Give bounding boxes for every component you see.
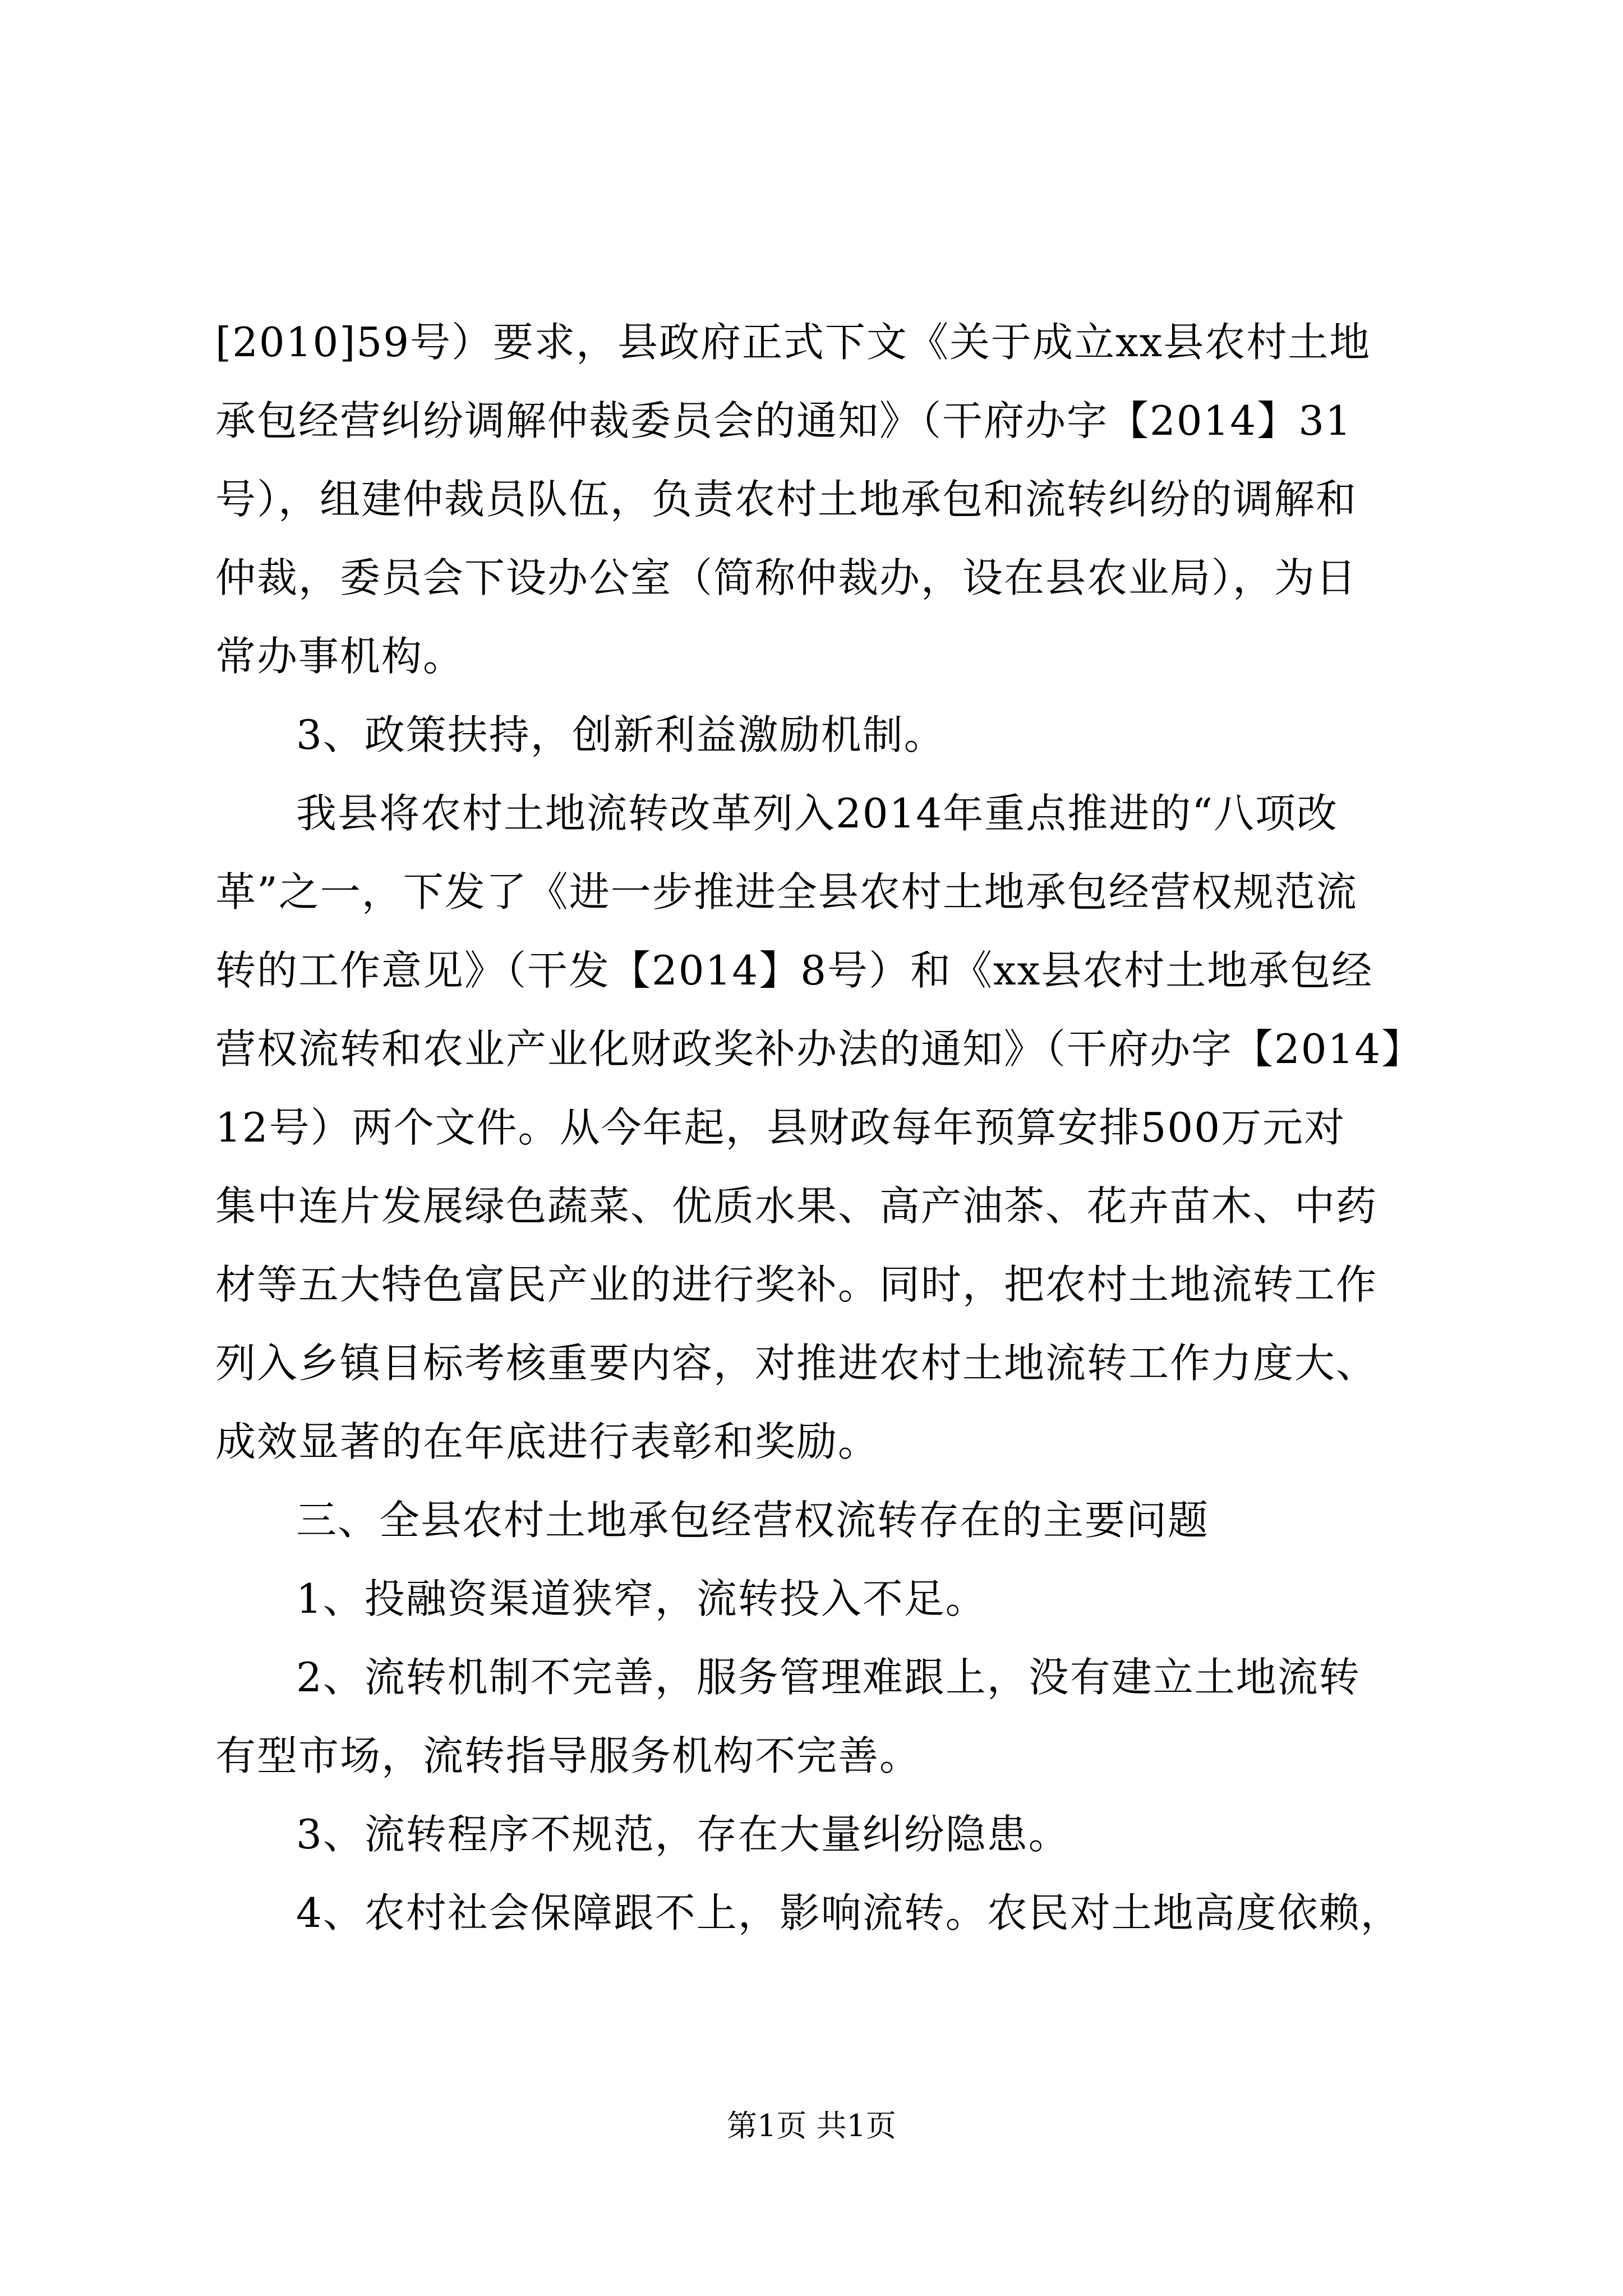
- section-heading: 3、政策扶持，创新利益激励机制。: [296, 711, 946, 758]
- text-line: 12号）两个文件。从今年起，县财政每年预算安排500万元对: [215, 1104, 1346, 1151]
- text-line: 营权流转和农业产业化财政奖补办法的通知》（干府办字【2014】: [215, 1025, 1423, 1073]
- text-line: 号），组建仲裁员队伍，负责农村土地承包和流转纠纷的调解和: [215, 476, 1358, 523]
- list-item: 2、流转机制不完善，服务管理难跟上，没有建立土地流转: [296, 1654, 1361, 1701]
- text-line: 承包经营纠纷调解仲裁委员会的通知》（干府办字【2014】31: [215, 397, 1352, 444]
- text-line: 常办事机构。: [215, 633, 465, 680]
- list-item: 3、流转程序不规范，存在大量纠纷隐患。: [296, 1811, 1070, 1858]
- text-line: [2010]59号）要求，县政府正式下文《关于成立xx县农村土地: [215, 319, 1371, 366]
- text-line: 集中连片发展绿色蔬菜、优质水果、高产油茶、花卉苗木、中药: [215, 1182, 1378, 1230]
- text-line: 材等五大特色富民产业的进行奖补。同时，把农村土地流转工作: [215, 1261, 1378, 1308]
- text-line: 列入乡镇目标考核重要内容，对推进农村土地流转工作力度大、: [215, 1340, 1378, 1387]
- page-footer: 第1页 共1页: [727, 2108, 896, 2143]
- section-heading: 三、全县农村土地承包经营权流转存在的主要问题: [296, 1497, 1210, 1544]
- text-line: 成效显著的在年底进行表彰和奖励。: [215, 1418, 880, 1465]
- text-line: 仲裁，委员会下设办公室（简称仲裁办，设在县农业局），为日: [215, 554, 1358, 601]
- paragraph-start: 我县将农村土地流转改革列入2014年重点推进的“八项改: [296, 790, 1339, 837]
- text-line: 革”之一，下发了《进一步推进全县农村土地承包经营权规范流: [215, 868, 1358, 915]
- list-item: 4、农村社会保障跟不上，影响流转。农民对土地高度依赖，: [296, 1889, 1402, 1936]
- list-item: 1、投融资渠道狭窄，流转投入不足。: [296, 1575, 987, 1622]
- text-line: 有型市场，流转指导服务机构不完善。: [215, 1732, 921, 1779]
- text-line: 转的工作意见》（干发【2014】8号）和《xx县农村土地承包经: [215, 947, 1373, 994]
